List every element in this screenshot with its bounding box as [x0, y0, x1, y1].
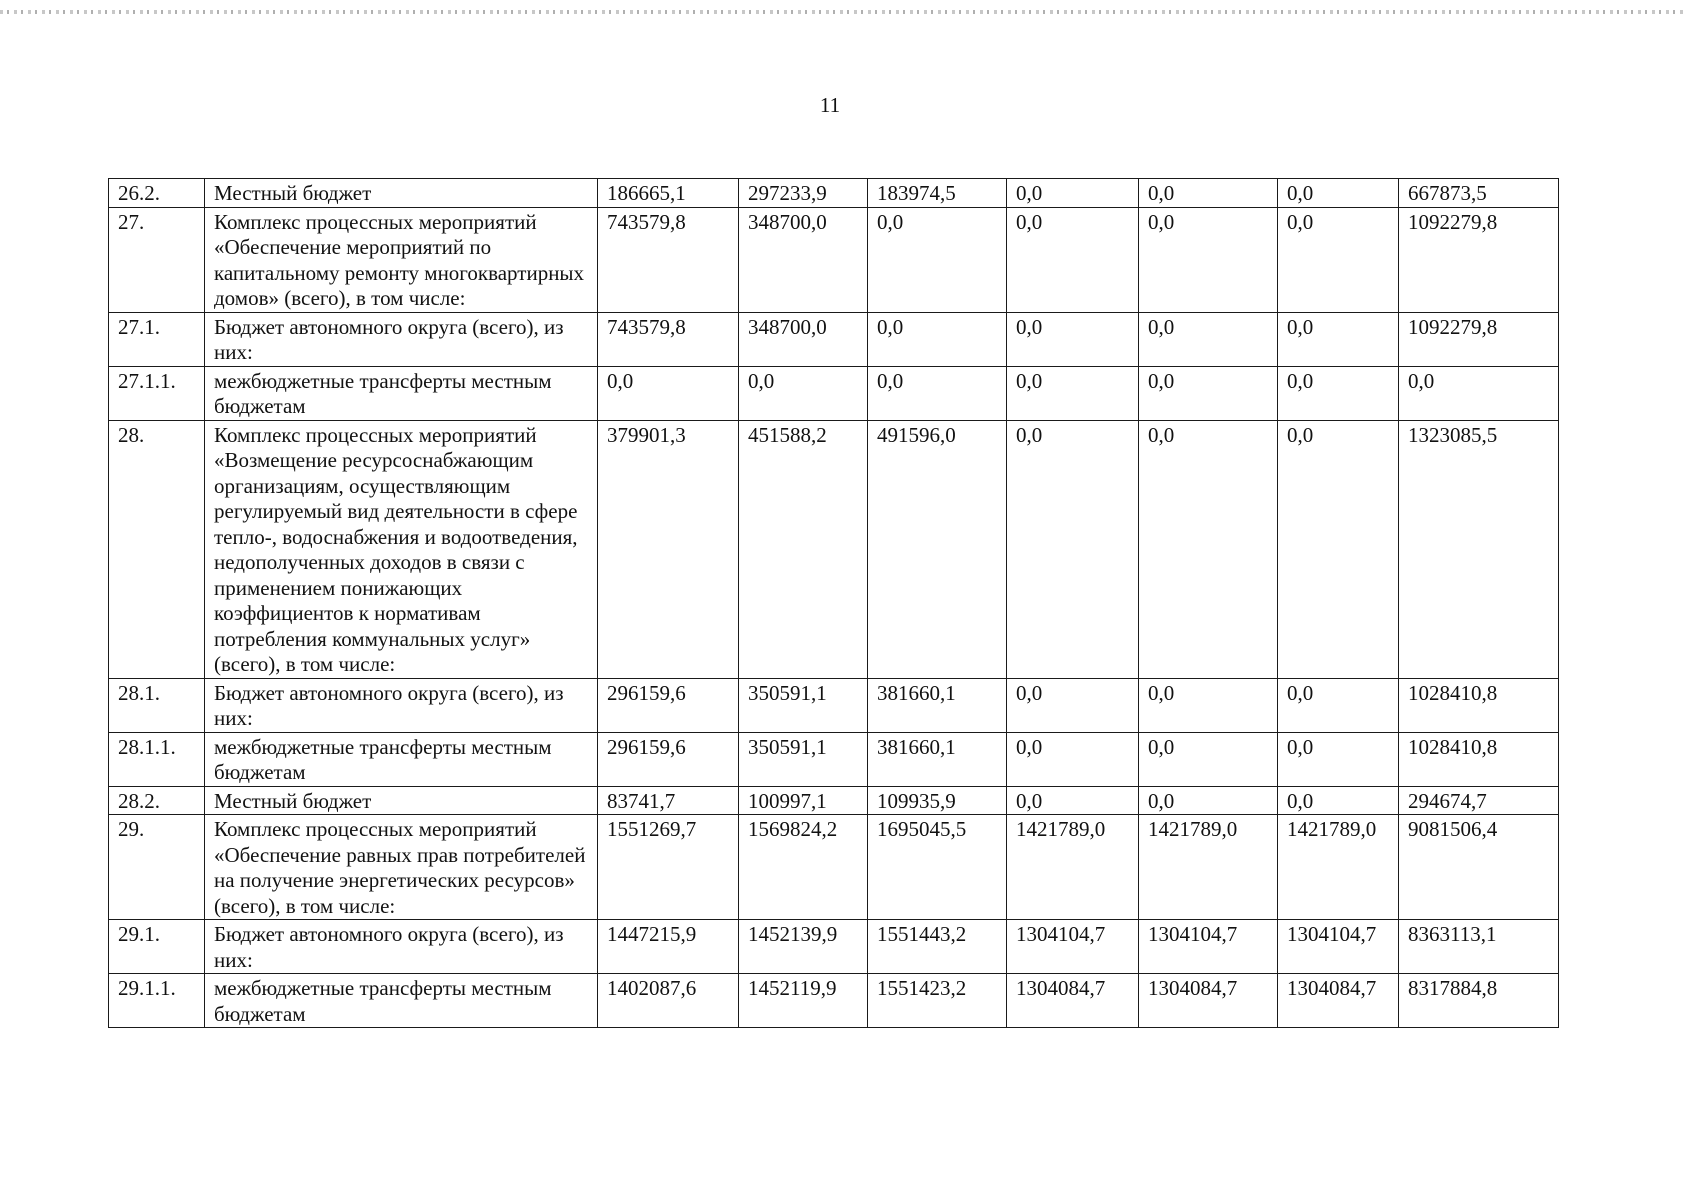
- table-row: [109, 366, 1559, 420]
- value-cell: 348700,0: [739, 207, 868, 312]
- value-cell: 1402087,6: [598, 974, 739, 1028]
- value-cell: 0,0: [1007, 732, 1139, 786]
- row-number-cell: 27.1.: [109, 312, 205, 366]
- value-cell: 379901,3: [598, 420, 739, 678]
- value-cell: 0,0: [739, 366, 868, 420]
- table-row: [109, 786, 1559, 815]
- row-number-cell: 27.: [109, 207, 205, 312]
- value-cell: 0,0: [1007, 207, 1139, 312]
- value-cell: 0,0: [868, 312, 1007, 366]
- value-cell: 0,0: [1007, 312, 1139, 366]
- value-cell: 0,0: [868, 207, 1007, 312]
- value-cell: 0,0: [1278, 732, 1399, 786]
- value-cell: 0,0: [1007, 786, 1139, 815]
- total-cell: 1028410,8: [1399, 732, 1559, 786]
- value-cell: 1304104,7: [1139, 920, 1278, 974]
- value-cell: 348700,0: [739, 312, 868, 366]
- table-row: [109, 678, 1559, 732]
- total-cell: 294674,7: [1399, 786, 1559, 815]
- value-cell: 1421789,0: [1007, 815, 1139, 920]
- total-cell: 8363113,1: [1399, 920, 1559, 974]
- row-number-cell: 28.1.1.: [109, 732, 205, 786]
- row-name-cell: межбюджетные трансферты местным бюджетам: [205, 732, 598, 786]
- total-cell: 1028410,8: [1399, 678, 1559, 732]
- total-cell: 667873,5: [1399, 179, 1559, 208]
- value-cell: 451588,2: [739, 420, 868, 678]
- value-cell: 1569824,2: [739, 815, 868, 920]
- row-name-cell: Комплекс процессных мероприятий «Обеспечение мероприятий по капитальному ремонту многоквартирных домов» (всего), в том числе:: [205, 207, 598, 312]
- value-cell: 0,0: [1139, 312, 1278, 366]
- value-cell: 1421789,0: [1278, 815, 1399, 920]
- row-name-cell: межбюджетные трансферты местным бюджетам: [205, 366, 598, 420]
- value-cell: 0,0: [1007, 366, 1139, 420]
- value-cell: 491596,0: [868, 420, 1007, 678]
- row-name-cell: Бюджет автономного округа (всего), из них:: [205, 678, 598, 732]
- value-cell: 0,0: [868, 366, 1007, 420]
- table-row: [109, 815, 1559, 920]
- value-cell: 743579,8: [598, 312, 739, 366]
- value-cell: 296159,6: [598, 732, 739, 786]
- value-cell: 0,0: [1007, 678, 1139, 732]
- value-cell: 0,0: [1139, 786, 1278, 815]
- value-cell: 1695045,5: [868, 815, 1007, 920]
- value-cell: 1551423,2: [868, 974, 1007, 1028]
- value-cell: 100997,1: [739, 786, 868, 815]
- row-number-cell: 29.: [109, 815, 205, 920]
- row-name-cell: Комплекс процессных мероприятий «Возмещение ресурсоснабжающим организациям, осуществляющим регулируемый вид деятельности в сфере тепло-, водоснабжения и водоотведения, недополученных доходов в связи с применением понижающих коэффициентов к нормативам потребления коммунальных услуг» (всего), в том числе:: [205, 420, 598, 678]
- value-cell: 1304084,7: [1278, 974, 1399, 1028]
- row-name-cell: Местный бюджет: [205, 786, 598, 815]
- value-cell: 1447215,9: [598, 920, 739, 974]
- value-cell: 0,0: [1139, 207, 1278, 312]
- value-cell: 350591,1: [739, 678, 868, 732]
- total-cell: 1092279,8: [1399, 312, 1559, 366]
- row-number-cell: 26.2.: [109, 179, 205, 208]
- value-cell: 0,0: [1139, 366, 1278, 420]
- row-name-cell: Местный бюджет: [205, 179, 598, 208]
- table-row: [109, 920, 1559, 974]
- table-row: [109, 207, 1559, 312]
- value-cell: 381660,1: [868, 678, 1007, 732]
- value-cell: 381660,1: [868, 732, 1007, 786]
- value-cell: 350591,1: [739, 732, 868, 786]
- value-cell: 1452119,9: [739, 974, 868, 1028]
- value-cell: 83741,7: [598, 786, 739, 815]
- value-cell: 0,0: [1139, 732, 1278, 786]
- row-name-cell: межбюджетные трансферты местным бюджетам: [205, 974, 598, 1028]
- row-number-cell: 27.1.1.: [109, 366, 205, 420]
- table-row: [109, 312, 1559, 366]
- value-cell: 1452139,9: [739, 920, 868, 974]
- total-cell: 8317884,8: [1399, 974, 1559, 1028]
- value-cell: 0,0: [1139, 420, 1278, 678]
- total-cell: 0,0: [1399, 366, 1559, 420]
- value-cell: 186665,1: [598, 179, 739, 208]
- value-cell: 1551269,7: [598, 815, 739, 920]
- total-cell: 1323085,5: [1399, 420, 1559, 678]
- row-number-cell: 29.1.1.: [109, 974, 205, 1028]
- row-number-cell: 28.: [109, 420, 205, 678]
- row-number-cell: 28.1.: [109, 678, 205, 732]
- value-cell: 0,0: [1278, 366, 1399, 420]
- budget-table: [108, 178, 1559, 1028]
- table-row: [109, 420, 1559, 678]
- value-cell: 0,0: [1278, 207, 1399, 312]
- value-cell: 0,0: [1278, 420, 1399, 678]
- row-number-cell: 29.1.: [109, 920, 205, 974]
- value-cell: 0,0: [1278, 678, 1399, 732]
- value-cell: 1304084,7: [1007, 974, 1139, 1028]
- value-cell: 0,0: [598, 366, 739, 420]
- budget-table-body: [109, 179, 1559, 1028]
- value-cell: 1551443,2: [868, 920, 1007, 974]
- value-cell: 1421789,0: [1139, 815, 1278, 920]
- value-cell: 0,0: [1007, 179, 1139, 208]
- row-name-cell: Комплекс процессных мероприятий «Обеспечение равных прав потребителей на получение энергетических ресурсов» (всего), в том числе:: [205, 815, 598, 920]
- table-row: [109, 179, 1559, 208]
- value-cell: 1304104,7: [1278, 920, 1399, 974]
- value-cell: 183974,5: [868, 179, 1007, 208]
- table-row: [109, 732, 1559, 786]
- value-cell: 0,0: [1007, 420, 1139, 678]
- value-cell: 0,0: [1139, 678, 1278, 732]
- table-row: [109, 974, 1559, 1028]
- row-name-cell: Бюджет автономного округа (всего), из них:: [205, 920, 598, 974]
- value-cell: 0,0: [1139, 179, 1278, 208]
- value-cell: 1304104,7: [1007, 920, 1139, 974]
- value-cell: 0,0: [1278, 312, 1399, 366]
- scan-edge-artifact: [0, 10, 1686, 14]
- row-number-cell: 28.2.: [109, 786, 205, 815]
- value-cell: 743579,8: [598, 207, 739, 312]
- total-cell: 1092279,8: [1399, 207, 1559, 312]
- value-cell: 0,0: [1278, 179, 1399, 208]
- value-cell: 0,0: [1278, 786, 1399, 815]
- page-number: 11: [819, 93, 841, 117]
- value-cell: 109935,9: [868, 786, 1007, 815]
- value-cell: 296159,6: [598, 678, 739, 732]
- row-name-cell: Бюджет автономного округа (всего), из них:: [205, 312, 598, 366]
- total-cell: 9081506,4: [1399, 815, 1559, 920]
- value-cell: 297233,9: [739, 179, 868, 208]
- value-cell: 1304084,7: [1139, 974, 1278, 1028]
